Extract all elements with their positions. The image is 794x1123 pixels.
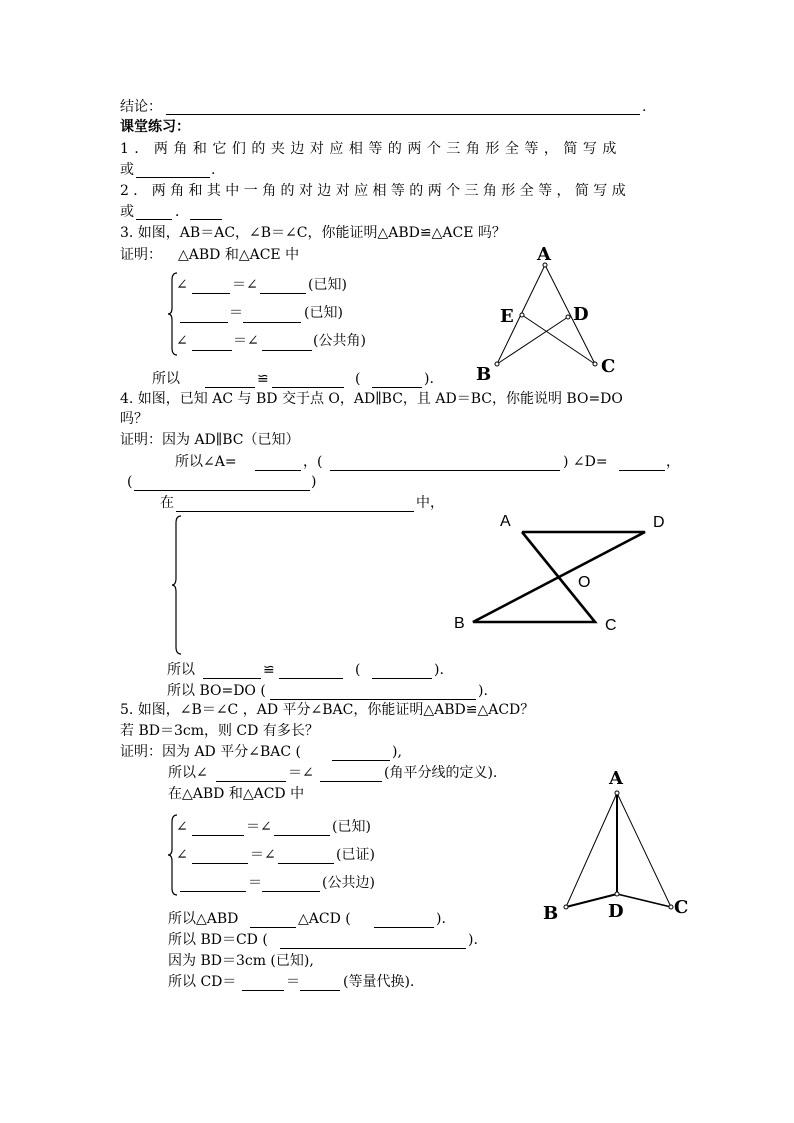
q5-r2-note: (已证) — [336, 847, 375, 863]
q5-so-tri-blank[interactable] — [250, 913, 296, 928]
q5-r3-blank-2[interactable] — [262, 877, 320, 892]
q4-line1: 4. 如图，已知 AC 与 BD 交于点 O，AD∥BC，且 AD＝BC，你能说明 BO=DO — [120, 391, 623, 407]
q4-rp2: ). — [434, 662, 444, 678]
q3-proof-intro: △ABD 和△ACE 中 — [178, 247, 300, 263]
q3-r3-eq: ＝∠ — [233, 333, 259, 349]
q4-blank-reason-a[interactable] — [330, 456, 560, 471]
q4-in-end: 中， — [416, 495, 444, 511]
q5-in: 在△ABD 和△ACD 中 — [168, 786, 305, 802]
q4-so-bo: 所以 BO=DO ( — [167, 683, 266, 699]
q3-r1-blank-1[interactable] — [192, 279, 230, 294]
q4-lp2: ( — [355, 662, 361, 678]
q5-so-blank-2[interactable] — [320, 767, 382, 782]
q5-so-cd: 所以 CD＝ — [168, 974, 237, 990]
q5-so-cd-blank-1[interactable] — [242, 976, 284, 991]
q3-so-blank-1[interactable] — [205, 373, 255, 388]
q3-r2-blank-1[interactable] — [180, 308, 228, 323]
q4-comma: ， — [666, 454, 680, 470]
q5-proof: 证明：因为 AD 平分∠BAC ( — [120, 744, 301, 760]
q5-r2-eq: ＝∠ — [250, 847, 276, 863]
q3-lp: ( — [355, 371, 361, 387]
q3-r2-eq: ＝ — [229, 305, 243, 321]
q3-r3-angle: ∠ — [176, 333, 188, 349]
q4-lp: ( — [127, 474, 133, 490]
q3-label-d: D — [573, 304, 589, 325]
q5-r3-note: (公共边) — [322, 875, 375, 891]
q3-label-b: B — [476, 364, 492, 385]
q4-comma-lp: ，( — [303, 454, 323, 470]
q2-blank-1[interactable] — [136, 205, 172, 220]
q5-so-note: (角平分线的定义). — [384, 765, 498, 781]
q5-r2-blank-2[interactable] — [278, 849, 334, 864]
q4-blank-reason-d[interactable] — [134, 476, 310, 491]
q4-so: 所以 — [167, 662, 195, 678]
q5-so-bd: 所以 BD＝CD ( — [168, 932, 268, 948]
q4-rp-angle-d: ) ∠D= — [563, 454, 608, 470]
q4-rp: ) — [311, 474, 317, 490]
q4-brace — [170, 515, 184, 655]
q3-question: 3. 如图，AB＝AC，∠B＝∠C，你能证明△ABD≌△ACE 吗？ — [120, 225, 506, 241]
q5-so-tri-a: 所以△ABD — [168, 911, 239, 927]
q5-label-d: D — [608, 901, 624, 922]
q3-r2-note: (已知) — [304, 305, 343, 321]
q3-proof-label: 证明： — [120, 247, 162, 263]
q5-label-c: C — [674, 897, 689, 918]
q5-r2-blank-1[interactable] — [192, 849, 248, 864]
q4-line2: 吗？ — [120, 411, 148, 427]
q3-label-c: C — [601, 356, 616, 377]
q5-line2: 若 BD＝3cm，则 CD 有多长？ — [120, 723, 319, 739]
q4-blank-triangles[interactable] — [176, 497, 414, 512]
q5-so-cd-blank-2[interactable] — [300, 976, 340, 991]
q5-r1-note: (已知) — [332, 819, 371, 835]
q4-blank-angle-a[interactable] — [255, 456, 301, 471]
q5-so-tri-b: △ACD ( — [298, 911, 351, 927]
q3-r3-blank-2[interactable] — [262, 336, 312, 351]
q3-r2-blank-2[interactable] — [243, 308, 301, 323]
q3-r1-eq: ＝∠ — [232, 277, 258, 293]
q1-blank[interactable] — [136, 163, 210, 178]
q4-label-c: C — [605, 617, 617, 634]
q3-so-blank-2[interactable] — [272, 373, 344, 388]
q5-blank-reason-bisect[interactable] — [332, 746, 390, 761]
q5-r1-eq: ＝∠ — [246, 819, 272, 835]
q3-r3-blank-1[interactable] — [192, 336, 232, 351]
q4-in: 在 — [160, 495, 174, 511]
q5-so-a: 所以∠ — [168, 765, 208, 781]
q4-proof: 证明：因为 AD∥BC（已知） — [120, 432, 300, 448]
q3-cong: ≌ — [257, 371, 269, 387]
practice-title: 课堂练习： — [120, 119, 190, 135]
q2-text: 2．两角和其中一角的对边对应相等的两个三角形全等，简写成 — [120, 183, 631, 199]
q5-so-tri-reason[interactable] — [374, 913, 434, 928]
q5-because: 因为 BD＝3cm (已知), — [168, 953, 314, 969]
q5-r1-angle: ∠ — [176, 819, 188, 835]
q4-cong: ≌ — [263, 662, 275, 678]
q5-so-bd-reason[interactable] — [280, 934, 466, 949]
q4-so-blank-2[interactable] — [279, 664, 343, 679]
q5-so-eq: ＝∠ — [288, 765, 314, 781]
q5-so-cd-eq: ＝ — [286, 974, 300, 990]
q5-so-blank-1[interactable] — [216, 767, 286, 782]
q3-so-blank-3[interactable] — [372, 373, 422, 388]
q3-r3-note: (公共角) — [313, 333, 366, 349]
q4-so-blank-3[interactable] — [372, 664, 432, 679]
q2-mid: ． — [175, 204, 189, 220]
q4-figure — [450, 505, 675, 640]
q5-r1-blank-2[interactable] — [274, 821, 330, 836]
q3-figure — [470, 240, 620, 385]
conclusion-end: . — [642, 99, 647, 115]
q5-r3-blank-1[interactable] — [180, 877, 246, 892]
conclusion-label: 结论： — [120, 99, 162, 115]
q4-label-o: O — [578, 574, 591, 591]
q3-rp: ). — [424, 371, 434, 387]
q5-so-tri-end: ). — [436, 911, 446, 927]
q4-label-b: B — [454, 615, 465, 632]
q3-so: 所以 — [152, 371, 180, 387]
q5-line1: 5. 如图，∠B＝∠C ，AD 平分∠BAC，你能证明△ABD≌△ACD？ — [120, 702, 535, 718]
q3-label-e: E — [500, 306, 514, 327]
q5-r2-angle: ∠ — [176, 847, 188, 863]
q5-label-b: B — [543, 903, 559, 924]
q4-blank-angle-d[interactable] — [619, 456, 665, 471]
q5-r3-eq: ＝ — [248, 875, 262, 891]
q3-r1-angle: ∠ — [176, 277, 188, 293]
q3-r1-note: (已知) — [308, 277, 347, 293]
q3-r1-blank-2[interactable] — [260, 279, 306, 294]
q1-end: . — [211, 162, 216, 178]
q2-prefix: 或 — [120, 204, 134, 220]
q2-blank-2[interactable] — [190, 205, 222, 220]
q1-text: 1．两角和它们的夹边对应相等的两个三角形全等，简写成 — [120, 141, 622, 157]
conclusion-blank[interactable] — [166, 100, 640, 115]
q1-prefix: 或 — [120, 162, 134, 178]
q5-so-bd-end: ). — [468, 932, 478, 948]
q4-so-blank-1[interactable] — [203, 664, 261, 679]
q5-r1-blank-1[interactable] — [192, 821, 244, 836]
q4-so-a: 所以∠A= — [175, 454, 237, 470]
q4-label-d: D — [653, 514, 665, 531]
q3-label-a: A — [537, 244, 551, 265]
q5-so-cd-note: (等量代换). — [343, 974, 415, 990]
q4-blank-bo[interactable] — [270, 685, 476, 700]
q5-label-a: A — [609, 768, 623, 789]
q4-so-bo-end: ). — [478, 683, 488, 699]
q4-label-a: A — [500, 513, 511, 530]
q5-proof-end: ), — [392, 744, 402, 760]
q5-figure — [535, 760, 695, 930]
